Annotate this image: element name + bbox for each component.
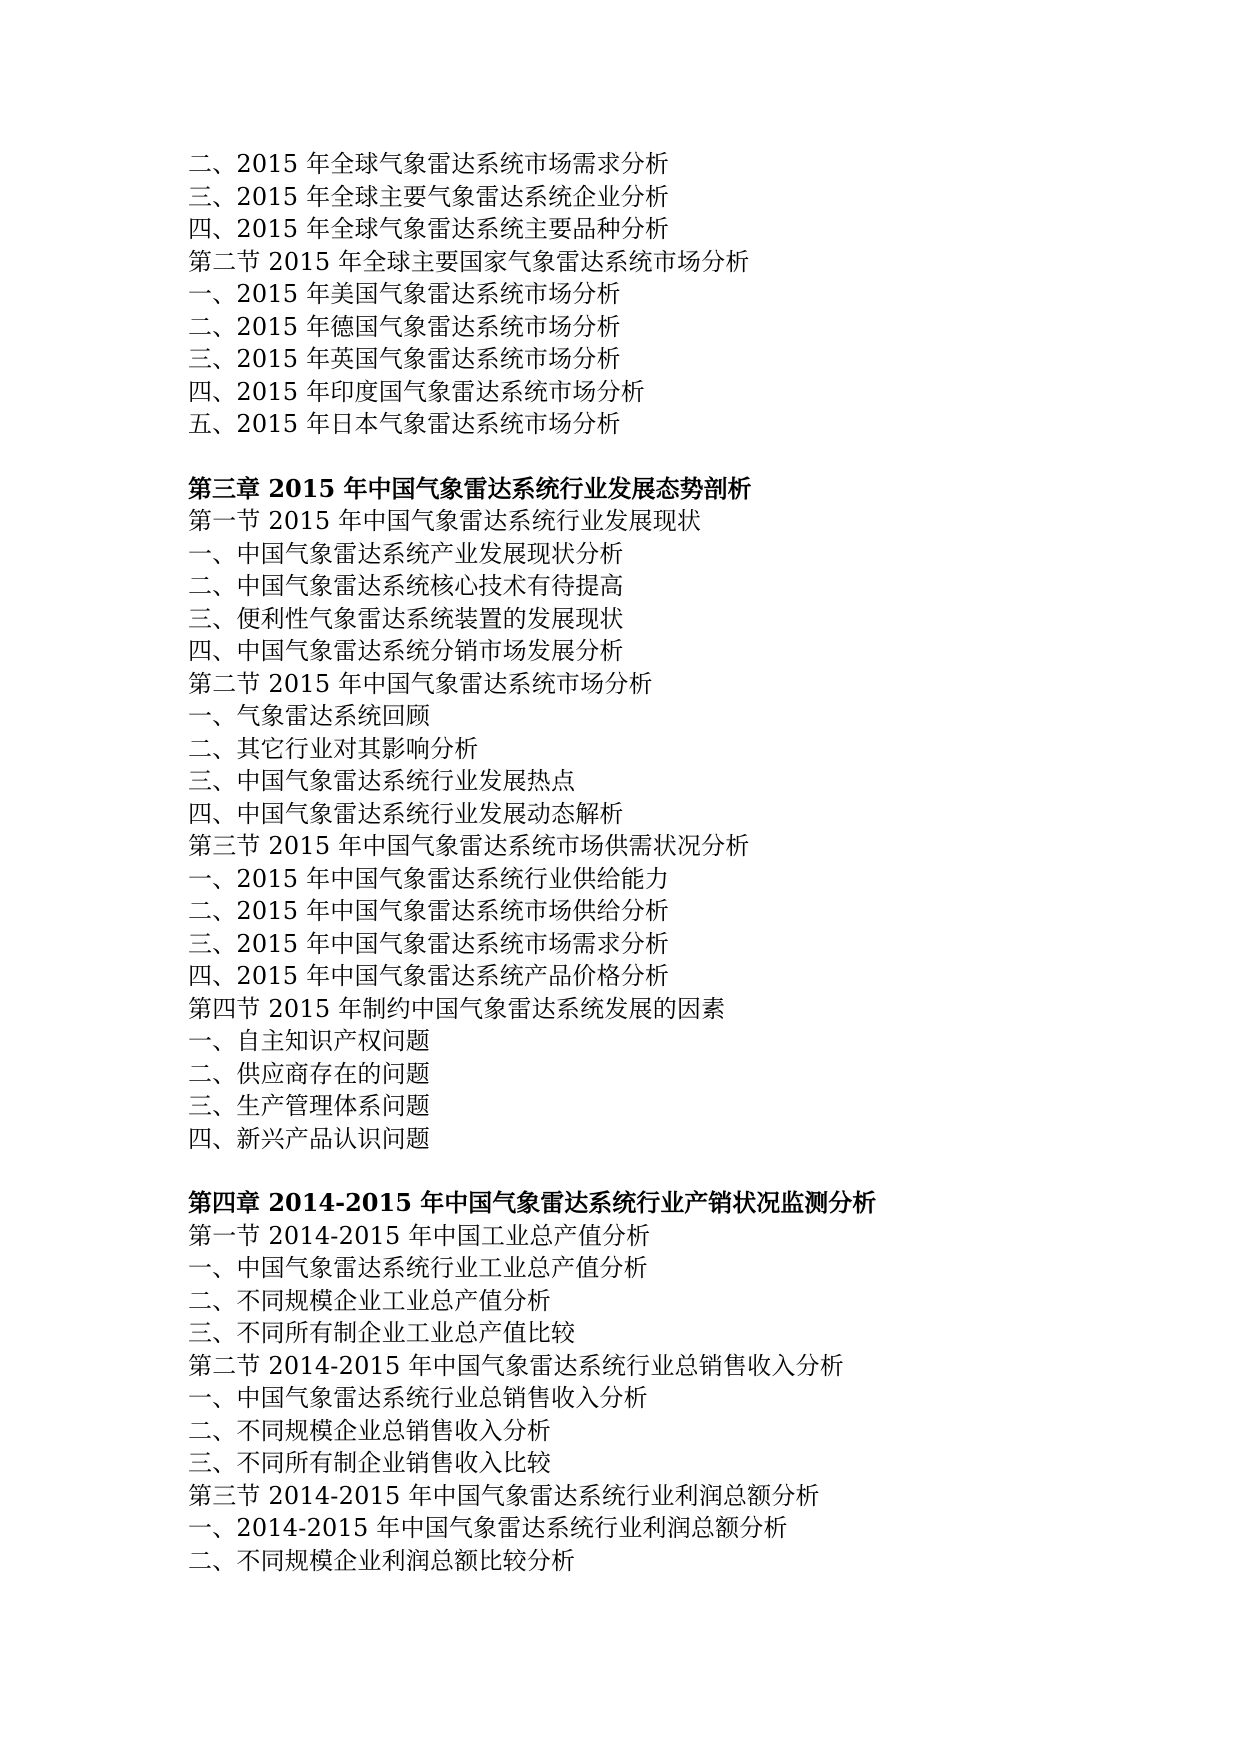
toc-section-heading: 第三节 2014-2015 年中国气象雷达系统行业利润总额分析 (188, 1481, 820, 1510)
toc-section-chapter2-continued (188, 148, 1188, 441)
toc-entry: 四、2015 年印度国气象雷达系统市场分析 (188, 377, 645, 406)
toc-entry: 一、中国气象雷达系统产业发展现状分析 (188, 539, 624, 568)
toc-entry: 三、2015 年中国气象雷达系统市场需求分析 (188, 929, 670, 958)
toc-entry: 三、中国气象雷达系统行业发展热点 (188, 767, 576, 795)
toc-section-heading: 第一节 2014-2015 年中国工业总产值分析 (188, 1221, 651, 1250)
toc-entry: 三、2015 年全球主要气象雷达系统企业分析 (188, 182, 670, 211)
toc-entry: 四、新兴产品认识问题 (188, 1124, 430, 1153)
toc-section-heading: 第三节 2015 年中国气象雷达系统市场供需状况分析 (188, 832, 750, 860)
toc-section-heading: 第一节 2015 年中国气象雷达系统行业发展现状 (188, 507, 702, 535)
toc-entry: 二、供应商存在的问题 (188, 1059, 430, 1088)
toc-entry: 三、2015 年英国气象雷达系统市场分析 (188, 345, 621, 373)
table-of-contents (188, 148, 1188, 1577)
toc-section-heading: 第四节 2015 年制约中国气象雷达系统发展的因素 (188, 994, 726, 1023)
spacer (188, 1155, 1188, 1187)
toc-entry: 四、2015 年全球气象雷达系统主要品种分析 (188, 215, 670, 243)
toc-entry: 一、自主知识产权问题 (188, 1027, 430, 1055)
toc-section-heading: 第二节 2015 年全球主要国家气象雷达系统市场分析 (188, 247, 750, 276)
toc-entry: 二、不同规模企业利润总额比较分析 (188, 1546, 576, 1575)
toc-entry: 三、不同所有制企业销售收入比较 (188, 1449, 551, 1477)
toc-entry: 三、不同所有制企业工业总产值比较 (188, 1319, 576, 1347)
toc-entry: 二、不同规模企业工业总产值分析 (188, 1286, 551, 1315)
toc-entry: 四、中国气象雷达系统行业发展动态解析 (188, 799, 624, 828)
toc-entry: 一、2015 年美国气象雷达系统市场分析 (188, 280, 621, 308)
toc-entry: 二、2015 年德国气象雷达系统市场分析 (188, 312, 621, 341)
toc-entry: 二、不同规模企业总销售收入分析 (188, 1416, 551, 1445)
toc-entry: 二、2015 年全球气象雷达系统市场需求分析 (188, 150, 670, 178)
chapter-title: 第三章 2015 年中国气象雷达系统行业发展态势剖析 (188, 473, 752, 503)
toc-entry: 三、生产管理体系问题 (188, 1092, 430, 1120)
toc-entry: 四、中国气象雷达系统分销市场发展分析 (188, 637, 624, 665)
toc-section-heading: 第二节 2015 年中国气象雷达系统市场分析 (188, 669, 653, 698)
toc-entry: 二、其它行业对其影响分析 (188, 734, 479, 763)
toc-entry: 二、中国气象雷达系统核心技术有待提高 (188, 572, 624, 600)
toc-entry: 二、2015 年中国气象雷达系统市场供给分析 (188, 897, 670, 925)
toc-entry: 一、2014-2015 年中国气象雷达系统行业利润总额分析 (188, 1514, 788, 1542)
toc-section-heading: 第二节 2014-2015 年中国气象雷达系统行业总销售收入分析 (188, 1351, 844, 1380)
toc-entry: 五、2015 年日本气象雷达系统市场分析 (188, 410, 621, 438)
toc-entry: 四、2015 年中国气象雷达系统产品价格分析 (188, 962, 670, 990)
spacer (188, 441, 1188, 473)
toc-entry: 一、气象雷达系统回顾 (188, 702, 430, 730)
toc-section-chapter4 (188, 1187, 1188, 1577)
toc-entry: 一、中国气象雷达系统行业总销售收入分析 (188, 1384, 648, 1412)
toc-entry: 一、中国气象雷达系统行业工业总产值分析 (188, 1254, 648, 1282)
chapter-title: 第四章 2014-2015 年中国气象雷达系统行业产销状况监测分析 (188, 1188, 877, 1217)
toc-entry: 三、便利性气象雷达系统装置的发展现状 (188, 604, 624, 633)
toc-section-chapter3 (188, 473, 1188, 1156)
toc-entry: 一、2015 年中国气象雷达系统行业供给能力 (188, 864, 670, 893)
